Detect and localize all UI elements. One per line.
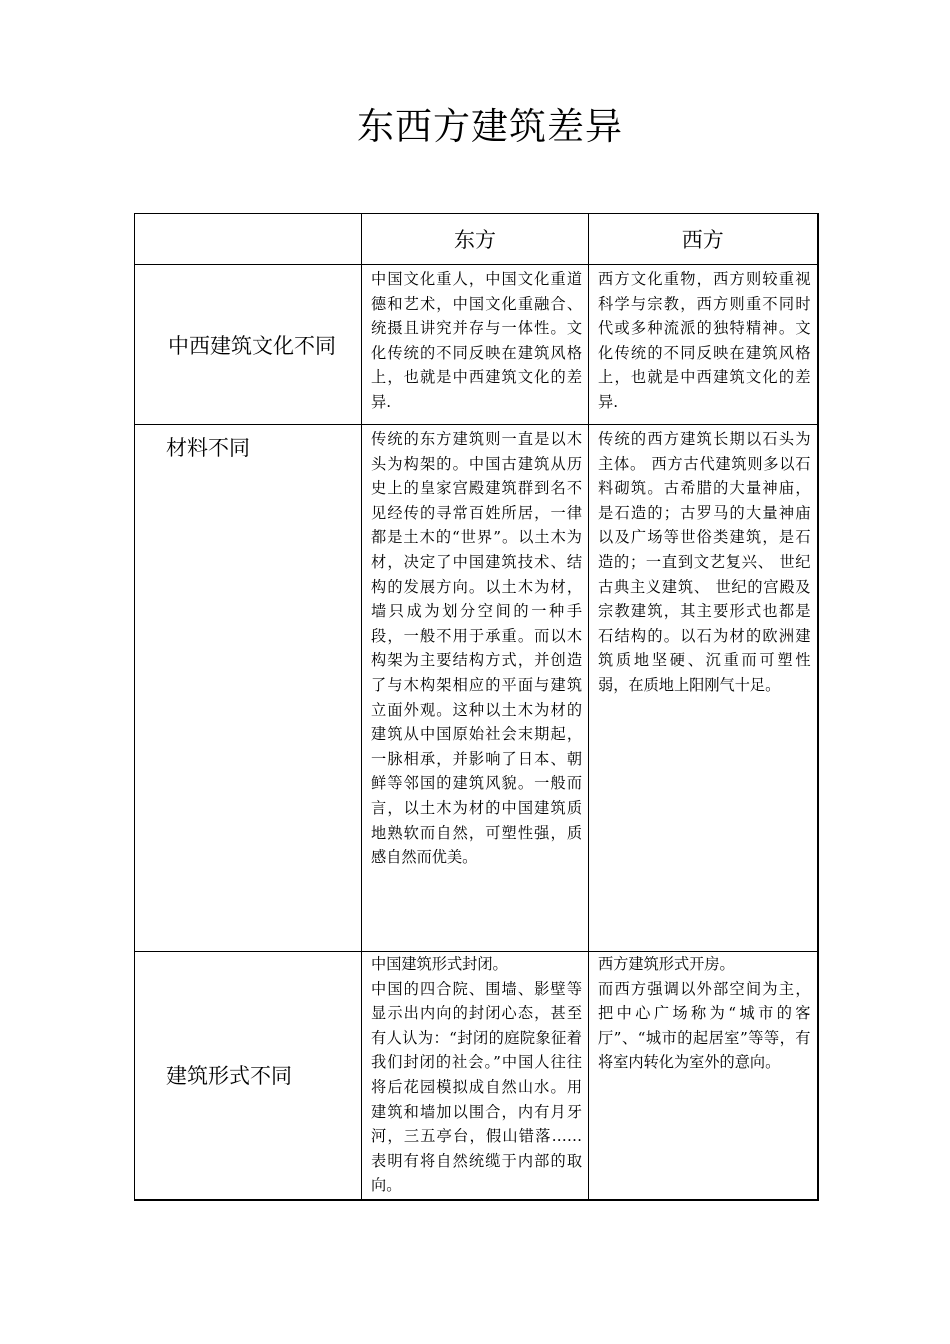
header-cell-west: 西方: [589, 214, 818, 265]
west-paragraph: 而西方强调以外部空间为主，把中心广场称为“城市的客厅”、“城市的起居室”等等，有将室内转化为室外的意向。: [598, 979, 811, 1072]
table-row-form: [135, 952, 818, 1200]
east-text: 传统的东方建筑则一直是以木头为构架的。中国古建筑从历史上的皇家宫殿建筑群到名不见经传的寻常百姓所居，一律都是土木的“世界”。以土木为材，决定了中国建筑技术、结构的发展方向。以土木为材，墙只成为划分空间的一种手段，一般不用于承重。而以木构架为主要结构方式，并创造了与木构架相应的平面与建筑立面外观。这种以土木为材的建筑从中国原始社会末期起，一脉相承，并影响了日本、朝鲜等邻国的建筑风貌。一般而言，以土木为材的中国建筑质地熟软而自然，可塑性强，质感自然而优美。: [371, 430, 582, 867]
row-label: 材料不同: [166, 436, 250, 460]
east-cell: [362, 952, 589, 1200]
east-text: [362, 952, 588, 1198]
east-paragraph: 中国建筑形式封闭。: [371, 955, 508, 973]
table-row-material: [135, 425, 818, 952]
east-text: 中国文化重人，中国文化重道德和艺术，中国文化重融合、统摄且讲究并存与一体性。文化传统的不同反映在建筑风格上，也就是中西建筑文化的差异.: [371, 270, 582, 411]
west-text: 传统的西方建筑长期以石头为主体。 西方古代建筑则多以石料砌筑。古希腊的大量神庙，是石造的；古罗马的大量神庙以及广场等世俗类建筑，是石造的；一直到文艺复兴、 世纪古典主义建筑、 世纪的宫殿及宗教建筑，其主要形式也都是石结构的。以石为材的欧洲建筑质地坚硬、沉重而可塑性弱，在质地上阳刚气十足。: [598, 430, 811, 694]
west-paragraph: 西方建筑形式开房。: [598, 955, 735, 973]
west-cell: [589, 265, 818, 425]
west-text: [589, 952, 817, 1075]
page-title: 东西方建筑差异: [357, 105, 623, 148]
header-cell-east: 东方: [362, 214, 589, 265]
row-label-cell: [135, 265, 362, 425]
east-cell: [362, 425, 589, 952]
comparison-table: [134, 213, 819, 1201]
table-header-row: [135, 214, 818, 265]
east-cell: [362, 265, 589, 425]
west-cell: [589, 952, 818, 1200]
west-cell: [589, 425, 818, 952]
header-cell-empty: [135, 214, 362, 265]
row-label: 中西建筑文化不同: [168, 333, 336, 358]
east-paragraph: 中国的四合院、围墙、影壁等显示出内向的封闭心态，甚至有人认为：“封闭的庭院象征着我们封闭的社会。”中国人往往将后花园模拟成自然山水。用建筑和墙加以围合，内有月牙河，三五亭台，假山错落……表明有将自然统缆于内部的取向。: [371, 979, 582, 1195]
table-row-culture: [135, 265, 818, 425]
row-label: 建筑形式不同: [166, 1064, 292, 1089]
west-text: 西方文化重物，西方则较重视科学与宗教，西方则重不同时代或多种流派的独特精神。文化传统的不同反映在建筑风格上，也就是中西建筑文化的差异.: [598, 270, 811, 411]
row-label-cell: [135, 952, 362, 1200]
row-label-cell: [135, 425, 362, 952]
